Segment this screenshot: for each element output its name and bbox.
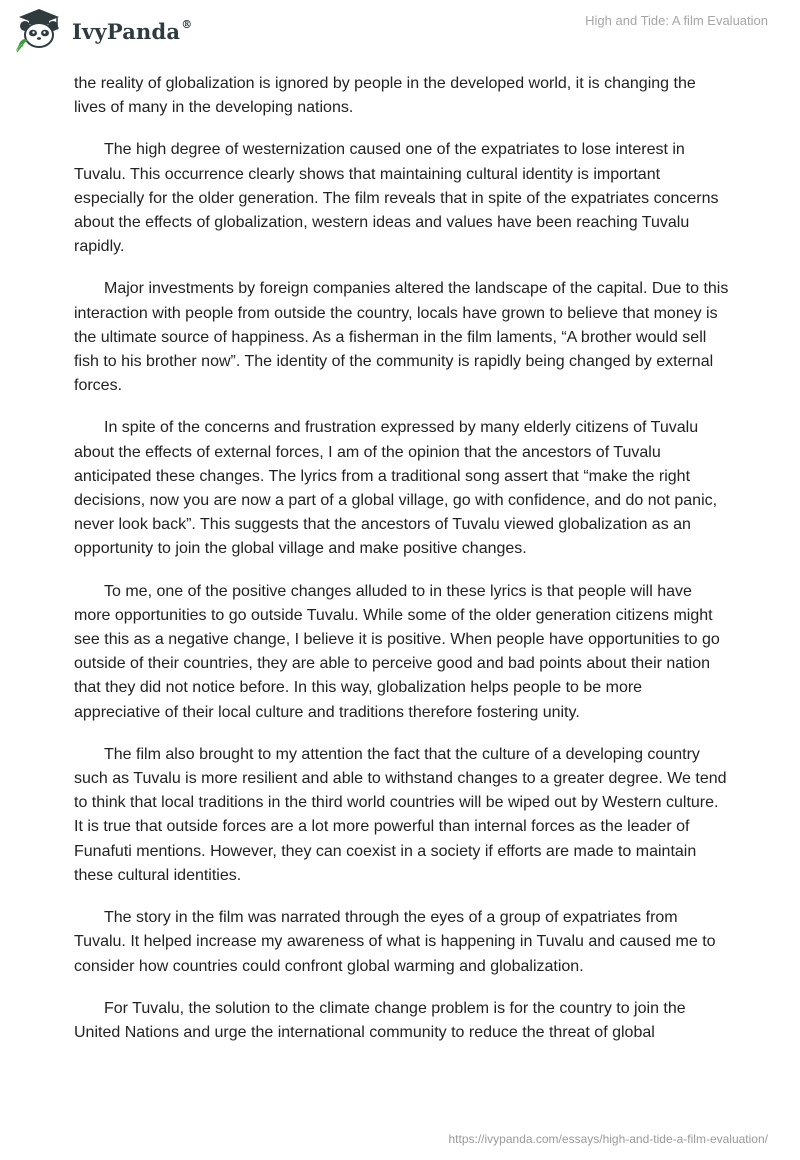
ivypanda-logo[interactable] [14,7,192,53]
paragraph-continued: the reality of globalization is ignored by people in the developed world, it is changing the lives of many in the developing nations. [74,75,696,117]
essay-body [74,72,730,1063]
source-url-link[interactable]: https://ivypanda.com/essays/high-and-tide-a-film-evaluation/ [448,1132,768,1146]
paragraph: To me, one of the positive changes alluded to in these lyrics is that people will have more opportunities to go outside Tuvalu. While some of the older generation citizens might see this as a negative change, I believe it is positive. When people have opportunities to go outside of their countries, they are able to perceive good and bad points about their nation that they did not notice before. In this way, globalization helps people to be more appreciative of their local culture and traditions therefore fostering unity. [74,582,720,721]
paragraph: For Tuvalu, the solution to the climate change problem is for the country to join the United Nations and urge the international community to reduce the threat of global [74,999,686,1041]
document-title: High and Tide: A film Evaluation [585,13,768,28]
registered-mark: ® [181,17,193,31]
paragraph: The high degree of westernization caused one of the expatriates to lose interest in Tuvalu. This occurrence clearly shows that maintaining cultural identity is important especially for the older generation. The film reveals that in spite of the expatriates concerns about the effects of globalization, western ideas and values have been reaching Tuvalu rapidly. [74,141,719,256]
paragraph: The story in the film was narrated through the eyes of a group of expatriates from Tuvalu. It helped increase my awareness of what is happening in Tuvalu and caused me to consider how countries could confront global warming and globalization. [74,909,716,975]
panda-logo-icon [14,7,64,53]
paragraph: In spite of the concerns and frustration expressed by many elderly citizens of Tuvalu about the effects of external forces, I am of the opinion that the ancestors of Tuvalu anticipated these changes. The lyrics from a traditional song assert that “make the right decisions, now you are now a part of a global village, go with confidence, and do not panic, never look back”. This suggests that the ancestors of Tuvalu viewed globalization as an opportunity to join the global village and make positive changes. [74,419,718,558]
paragraph: The film also brought to my attention the fact that the culture of a developing country such as Tuvalu is more resilient and able to withstand changes to a greater degree. We tend to think that local traditions in the third world countries will be wiped out by Western culture. It is true that outside forces are a lot more powerful than internal forces as the leader of Funafuti mentions. However, they can coexist in a society if efforts are made to maintain these cultural identities. [74,745,727,884]
brand-name: IvyPanda® [72,17,193,44]
paragraph: Major investments by foreign companies altered the landscape of the capital. Due to this interaction with people from outside the country, locals have grown to believe that money is the ultimate source of happiness. As a fisherman in the film laments, “A brother would sell fish to his brother now”. The identity of the community is rapidly being changed by external forces. [74,280,729,395]
page-header [0,0,800,70]
